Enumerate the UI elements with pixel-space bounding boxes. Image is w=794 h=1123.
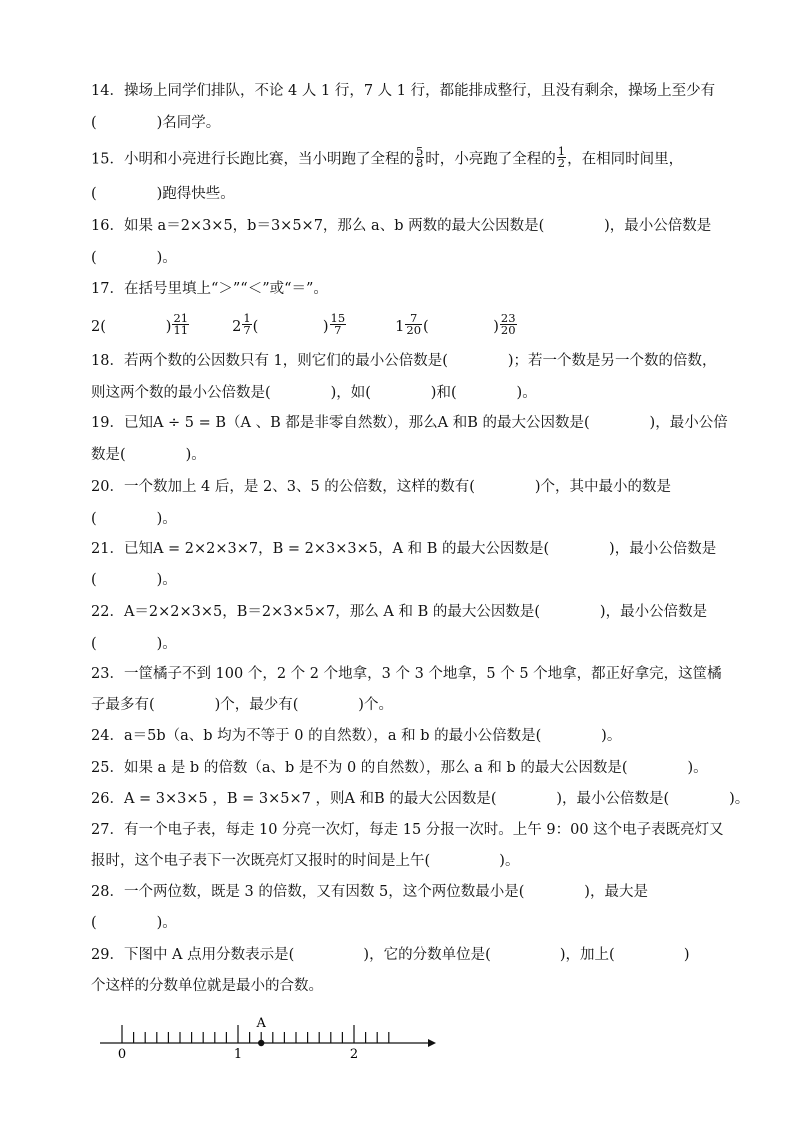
fraction-denominator: 7 bbox=[334, 323, 342, 337]
number-line-figure bbox=[90, 1010, 440, 1065]
fraction-7-20 bbox=[405, 313, 422, 336]
question-20-line2: ( )。 bbox=[91, 511, 177, 527]
compare-expression-1 bbox=[91, 311, 190, 337]
fraction-denominator: 7 bbox=[243, 323, 251, 337]
mixed-integer: 1 bbox=[395, 318, 405, 335]
question-17-line1: 17．在括号里填上“＞”“＜”或“＝”。 bbox=[91, 281, 328, 297]
fraction-denominator: 8 bbox=[415, 156, 424, 170]
expression-1-left: 2( ) bbox=[91, 318, 172, 335]
question-19-line1: 19．已知A ÷ 5 = B（A 、B 都是非零自然数），那么A 和B 的最大公因数是( )，最小公倍 bbox=[91, 415, 728, 431]
question-22-line2: ( )。 bbox=[91, 636, 177, 652]
fraction-numerator: 21 bbox=[173, 311, 189, 325]
compare-expression-2 bbox=[232, 311, 347, 337]
question-20-line1: 20．一个数加上 4 后，是 2、3、5 的公倍数，这样的数有( )个，其中最小的数是 bbox=[91, 479, 672, 495]
question-15-line2: ( )跑得快些。 bbox=[91, 186, 235, 202]
question-26-line1: 26．A = 3×3×5 ，B = 3×5×7 ，则A 和B 的最大公因数是( )，最小公倍数是( )。 bbox=[91, 791, 750, 807]
question-29-line1: 29．下图中 A 点用分数表示是( )，它的分数单位是( )，加上( ) bbox=[91, 947, 690, 963]
question-23-line2: 子最多有( )个，最少有( )个。 bbox=[91, 697, 393, 713]
question-25-line1: 25．如果 a 是 b 的倍数（a、b 是不为 0 的自然数），那么 a 和 b 的最大公因数是( )。 bbox=[91, 760, 708, 776]
fraction-denominator: 11 bbox=[173, 323, 189, 337]
fraction-21-11 bbox=[172, 313, 189, 336]
fraction-numerator: 23 bbox=[500, 311, 516, 325]
fraction-numerator: 7 bbox=[405, 313, 422, 325]
question-24-line1: 24．a＝5b（a、b 均为不等于 0 的自然数），a 和 b 的最小公倍数是( )。 bbox=[91, 728, 622, 744]
question-22-line1: 22．A＝2×2×3×5，B＝2×3×5×7，那么 A 和 B 的最大公因数是( )，最小公倍数是 bbox=[91, 604, 708, 620]
question-14-line2: ( )名同学。 bbox=[91, 115, 221, 131]
question-28-line2: ( )。 bbox=[91, 915, 177, 931]
question-21-line1: 21．已知A = 2×2×3×7，B = 2×3×3×5，A 和 B 的最大公因数是( )，最小公倍数是 bbox=[91, 541, 717, 557]
fraction-denominator: 20 bbox=[406, 323, 422, 337]
mixed-integer: 2 bbox=[232, 318, 242, 335]
arrow-right-icon bbox=[428, 1039, 436, 1047]
question-18-line2: 则这两个数的最小公倍数是( )，如( )和( )。 bbox=[91, 385, 537, 401]
question-23-line1: 23．一筐橘子不到 100 个，2 个 2 个地拿，3 个 3 个地拿，5 个 5 个地拿，都正好拿完，这筐橘 bbox=[91, 666, 722, 682]
question-15-text-b: 时，小亮跑了全程的 bbox=[425, 151, 556, 168]
fraction-numerator: 1 bbox=[243, 311, 251, 325]
question-27-line1: 27．有一个电子表，每走 10 分亮一次灯，每走 15 分报一次时。上午 9：00 这个电子表既亮灯又 bbox=[91, 822, 724, 838]
number-line-tick-label: 2 bbox=[349, 1047, 359, 1062]
answer-blank: ( ) bbox=[252, 318, 329, 335]
answer-blank: ( ) bbox=[423, 318, 499, 335]
question-15-text-a: 15．小明和小亮进行长跑比赛，当小明跑了全程的 bbox=[91, 151, 414, 168]
question-18-line1: 18．若两个数的公因数只有 1，则它们的最小公倍数是( )；若一个数是另一个数的倍数， bbox=[91, 353, 717, 369]
question-16-line2: ( )。 bbox=[91, 250, 177, 266]
fraction-15-7 bbox=[330, 313, 347, 336]
fraction-23-20 bbox=[500, 313, 517, 336]
fraction-1-7 bbox=[242, 313, 251, 336]
question-29-line2: 个这样的分数单位就是最小的合数。 bbox=[91, 978, 323, 994]
number-line-tick-label: 0 bbox=[117, 1047, 127, 1062]
question-27-line2: 报时，这个电子表下一次既亮灯又报时的时间是上午( )。 bbox=[91, 853, 520, 869]
point-a-marker bbox=[258, 1040, 264, 1046]
question-15-line1 bbox=[91, 144, 684, 171]
question-15-text-c: ，在相同时间里， bbox=[567, 151, 684, 168]
question-19-line2: 数是( )。 bbox=[91, 447, 206, 463]
fraction-denominator: 20 bbox=[500, 323, 516, 337]
question-16-line1: 16．如果 a＝2×3×5，b＝3×5×7，那么 a、b 两数的最大公因数是( )，最小公倍数是 bbox=[91, 218, 712, 234]
fraction-1-2 bbox=[557, 146, 566, 169]
question-14-line1: 14．操场上同学们排队，不论 4 人 1 行，7 人 1 行，都能排成整行，且没有剩余，操场上至少有 bbox=[91, 83, 716, 99]
compare-expression-3 bbox=[395, 311, 517, 337]
fraction-5-8 bbox=[415, 146, 424, 169]
number-line-ticks bbox=[122, 1025, 389, 1043]
number-line-tick-labels bbox=[118, 1047, 358, 1062]
question-28-line1: 28．一个两位数，既是 3 的倍数，又有因数 5，这个两位数最小是( )，最大是 bbox=[91, 884, 648, 900]
fraction-numerator: 5 bbox=[415, 144, 424, 158]
point-a-label: A bbox=[256, 1016, 266, 1031]
fraction-numerator: 15 bbox=[330, 311, 346, 325]
fraction-numerator: 1 bbox=[557, 144, 566, 158]
question-17-expressions bbox=[91, 311, 518, 338]
fraction-denominator: 2 bbox=[557, 156, 566, 170]
number-line-tick-label: 1 bbox=[233, 1047, 243, 1062]
question-21-line2: ( )。 bbox=[91, 572, 177, 588]
